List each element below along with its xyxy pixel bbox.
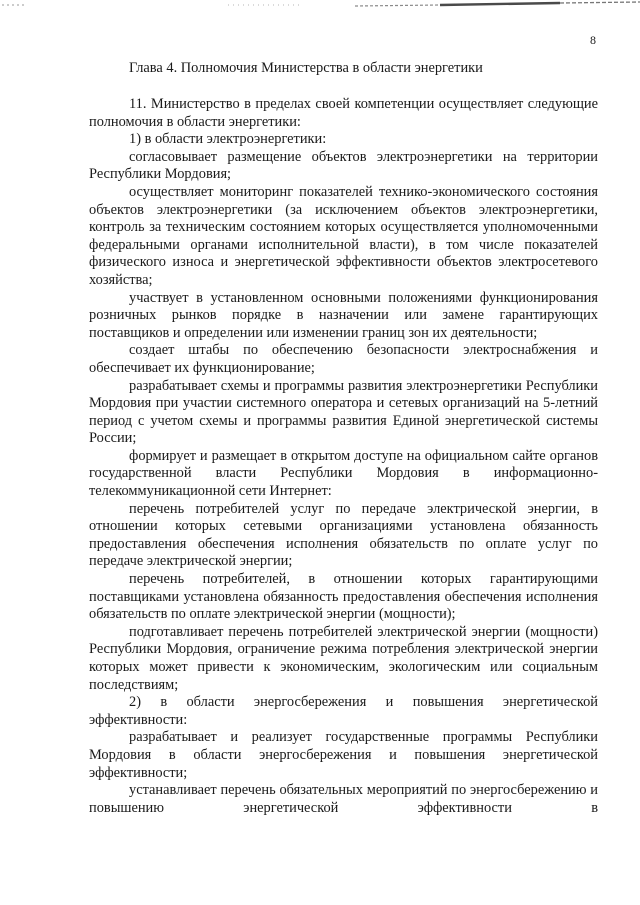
paragraph: осуществляет мониторинг показателей технико-экономического состояния объектов электроэнергетики (за исключением объектов электроэнергетики, контроль за техническим состоянием которых осуществляется уполномоченными федеральными органами исполнительной власти), в том числе показателей физического износа и энергетической эффективности объектов электросетевого хозяйства;	[89, 183, 598, 288]
paragraph: 1) в области электроэнергетики:	[129, 131, 327, 148]
paragraph: формирует и размещает в открытом доступе на официальном сайте органов государственной власти Республики Мордовия в информационно-телекоммуникационной сети Интернет:	[89, 447, 598, 500]
paragraph: создает штабы по обеспечению безопасности электроснабжения и обеспечивает их функционирование;	[89, 342, 598, 376]
paragraph: 2) в области энергосбережения и повышения энергетической эффективности:	[89, 694, 598, 728]
chapter-heading: Глава 4. Полномочия Министерства в области энергетики	[129, 60, 483, 76]
paragraph: разрабатывает и реализует государственные программы Республики Мордовия в области энергосбережения и повышения энергетической эффективности;	[89, 729, 598, 781]
page-number: 8	[590, 33, 596, 47]
paragraph: согласовывает размещение объектов электроэнергетики на территории Республики Мордовия;	[89, 148, 598, 183]
paragraph: подготавливает перечень потребителей электрической энергии (мощности) Республики Мордовия, ограничение режима потребления электрической энергии которых может привести к экономическим, экологическим или социальным последствиям;	[89, 623, 598, 693]
paragraph: разрабатывает схемы и программы развития электроэнергетики Республики Мордовия при участии системного оператора и сетевых организаций на 5-летний период с учетом схемы и программы развития Единой энергетической системы России;	[89, 377, 598, 447]
scan-edge-artifact	[0, 0, 640, 12]
paragraph: перечень потребителей услуг по передаче электрической энергии, в отношении которых сетевыми организациями установлена обязанность предоставления обеспечения исполнения обязательств по оплате услуг по передаче электрической энергии;	[89, 500, 598, 570]
document-body	[89, 96, 598, 817]
paragraph: участвует в установленном основными положениями функционирования розничных рынков порядке в назначении или замене гарантирующих поставщиков и определении или изменении границ зон их деятельности;	[89, 289, 598, 341]
paragraph: перечень потребителей, в отношении которых гарантирующими поставщиками установлена обязанность предоставления обеспечения исполнения обязательств по оплате электрической энергии (мощности);	[89, 571, 598, 623]
paragraph: устанавливает перечень обязательных мероприятий по энергосбережению и повышению энергетической эффективности в	[89, 782, 598, 816]
paragraph: 11. Министерство в пределах своей компетенции осуществляет следующие полномочия в области энергетики:	[89, 96, 598, 130]
